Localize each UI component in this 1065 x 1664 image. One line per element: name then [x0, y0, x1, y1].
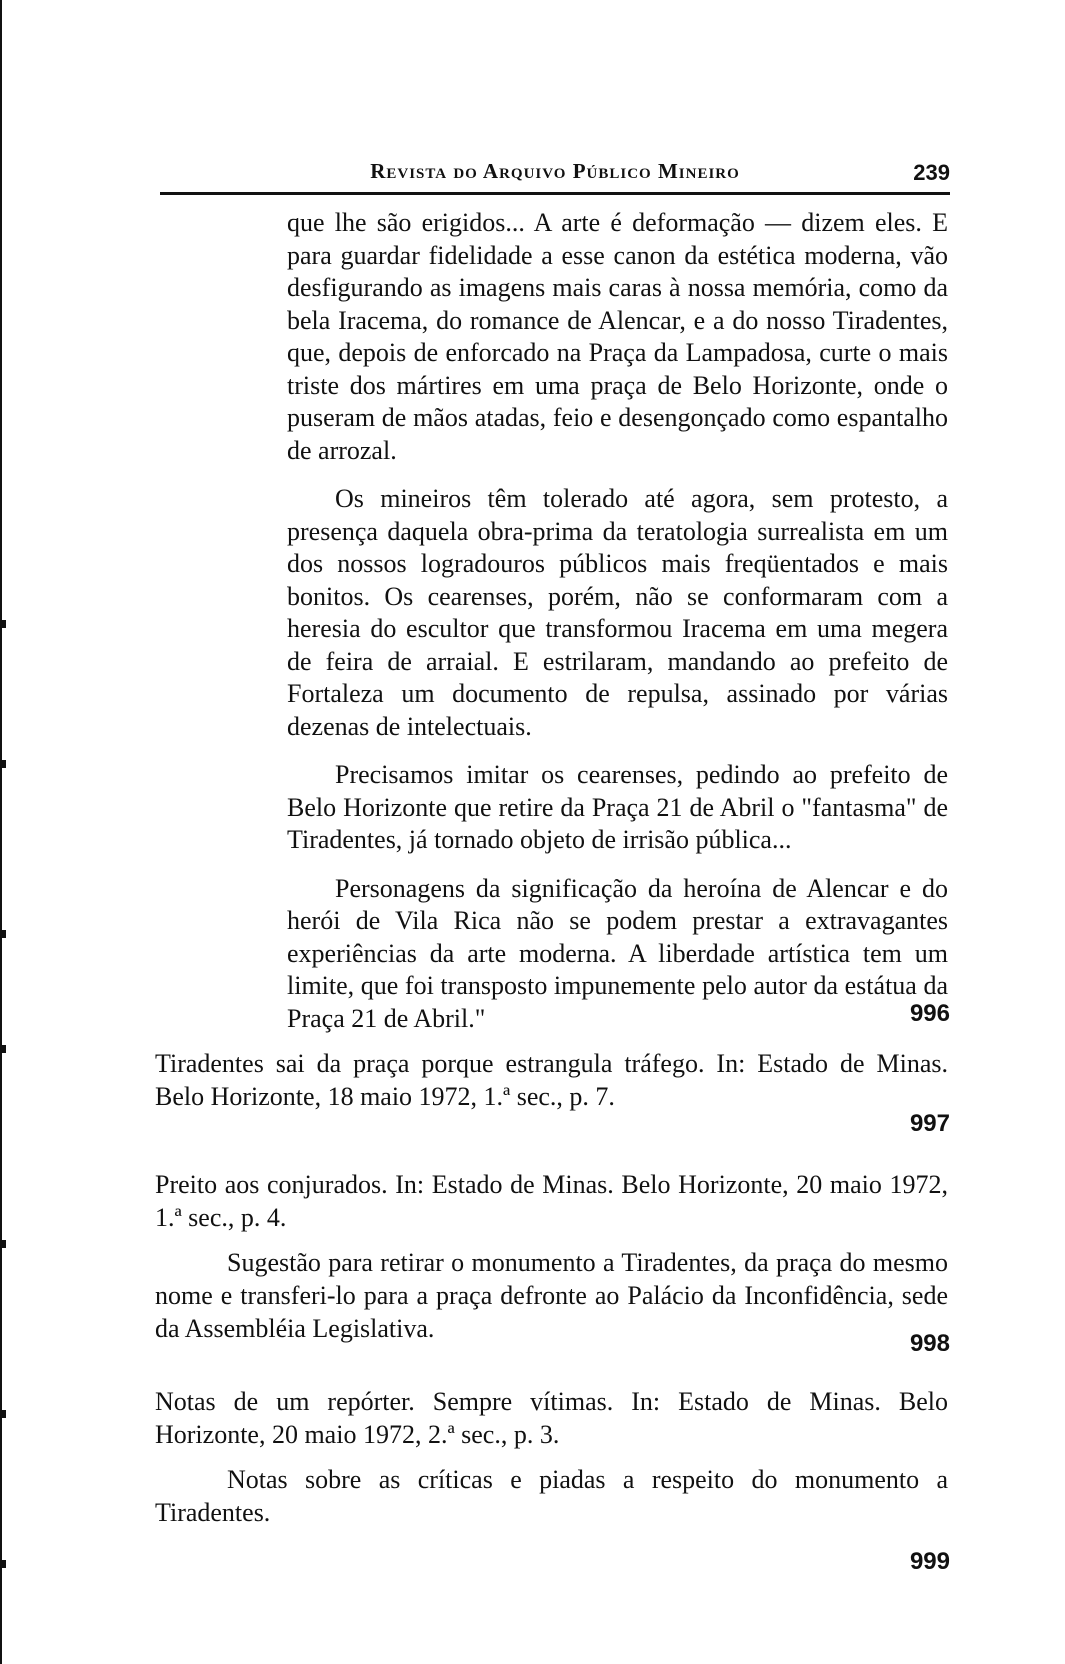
binding-mark — [0, 1410, 6, 1418]
entry-number: 998 — [909, 1330, 950, 1357]
quoted-text-block — [287, 207, 948, 1051]
binding-mark — [0, 1560, 6, 1568]
entry-citation: Preito aos conjurados. In: Estado de Minas. Belo Horizonte, 20 maio 1972, 1.ª sec., p. 4. — [155, 1170, 948, 1232]
entry-note: Sugestão para retirar o monumento a Tiradentes, da praça do mesmo nome e transferi-lo para a praça defronte ao Palácio da Inconfidência, sede da Assembléia Legislativa. — [155, 1248, 948, 1343]
binding-mark — [0, 930, 6, 938]
quote-paragraph: Os mineiros têm tolerado até agora, sem protesto, a presença daquela obra-prima da teratologia surrealista em um dos nossos logradouros públicos mais freqüentados e mais bonitos. Os cearenses, porém, não se conformaram com a heresia do escultor que transformou Iracema em uma megera de feira de arraial. E estrilaram, mandando ao prefeito de Fortaleza um documento de repulsa, assinado por várias dezenas de intelectuais. — [287, 484, 948, 741]
entry-citation: Tiradentes sai da praça porque estrangula tráfego. In: Estado de Minas. Belo Horizonte, 18 maio 1972, 1.ª sec., p. 7. — [155, 1049, 948, 1111]
running-title: Revista do Arquivo Público Mineiro — [370, 159, 740, 183]
running-header — [160, 150, 950, 195]
entry-number: 999 — [909, 1548, 950, 1575]
quote-paragraph: Personagens da significação da heroína de Alencar e do herói de Vila Rica não se podem prestar a extravagantes experiências da arte moderna. A liberdade artística tem um limite, que foi transposto impunemente pelo autor da estátua da Praça 21 de Abril." — [287, 873, 948, 1033]
bibliography-entry — [155, 1047, 948, 1113]
page-number: 239 — [913, 160, 950, 185]
entry-number: 996 — [909, 1000, 950, 1027]
entry-citation: Notas de um repórter. Sempre vítimas. In: Estado de Minas. Belo Horizonte, 20 maio 1972, 2.ª sec., p. 3. — [155, 1387, 948, 1449]
binding-mark — [0, 1240, 6, 1248]
bibliography-entry — [155, 1385, 948, 1529]
binding-mark — [0, 1045, 6, 1053]
bibliography-entry — [155, 1168, 948, 1345]
binding-mark — [0, 760, 6, 768]
entry-number: 997 — [909, 1110, 950, 1137]
quote-paragraph: que lhe são erigidos... A arte é deformação — dizem eles. E para guardar fidelidade a esse canon da estética moderna, vão desfigurando as imagens mais caras à nossa memória, como da bela Iracema, do romance de Alencar, e a do nosso Tiradentes, que, depois de enforcado na Praça da Lampadosa, curte o mais triste dos mártires em uma praça de Belo Horizonte, onde o puseram de mãos atadas, feio e desengonçado como espantalho de arrozal. — [287, 208, 948, 465]
quote-paragraph: Precisamos imitar os cearenses, pedindo ao prefeito de Belo Horizonte que retire da Praça 21 de Abril o "fantasma" de Tiradentes, já tornado objeto de irrisão pública... — [287, 760, 948, 854]
binding-mark — [0, 620, 6, 628]
entry-note: Notas sobre as críticas e piadas a respeito do monumento a Tiradentes. — [155, 1465, 948, 1527]
